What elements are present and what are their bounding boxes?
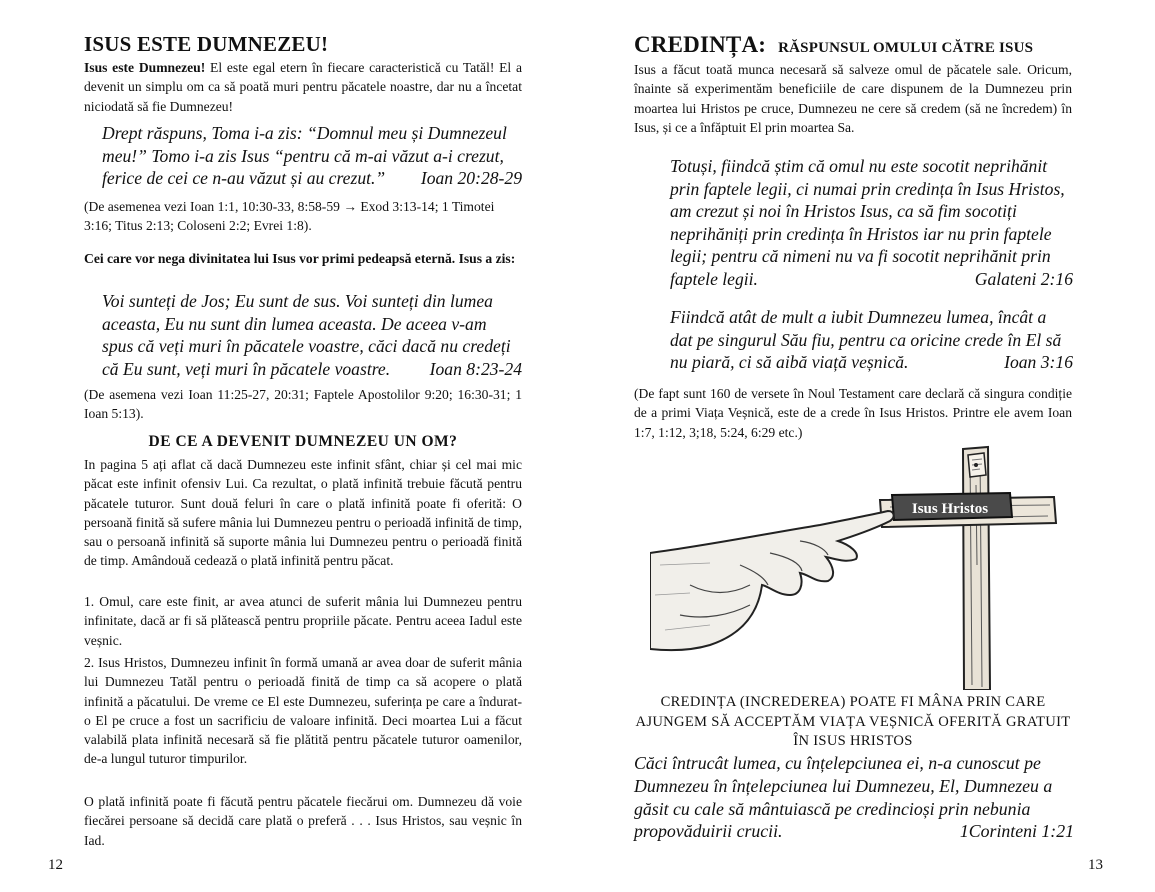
see-also-2: (De asemena vezi Ioan 11:25-27, 20:31; Faptele Apostolilor 9:20; 16:30-31; 1 Ioan 5:13).: [84, 387, 522, 422]
quote-reference: 1Corinteni 1:21: [959, 821, 1074, 842]
cross-icon: [880, 447, 1056, 690]
section-subtitle: DE CE A DEVENIT DUMNEZEU UN OM?: [148, 433, 458, 450]
body-paragraph-4: O plată infinită poate fi făcută pentru păcatele fiecărui om. Dumnezeu dă voie fiecărei persoane să decidă care plată o preferă . . . Isus Hristos, sau veșnic în Iad.: [84, 794, 522, 848]
title-main: CREDINȚA:: [634, 32, 767, 57]
intro-paragraph: Isus a făcut toată munca necesară să salveze omul de păcatele sale. Oricum, înainte să experimentăm beneficiile de care dispunem de la Dumnezeu prin moartea lui Hristos pe cruce, Dumnezeu ne cere să credem (să ne încredem) în Isus, și ce a înfăptuit El prin moartea Sa.: [634, 62, 1072, 135]
cross-sign-text: Isus Hristos: [911, 501, 989, 517]
page-title: [634, 32, 1033, 58]
right-page: [578, 0, 1155, 892]
hand-icon: [650, 511, 894, 650]
quote-text: Totuși, fiindcă știm că omul nu este socotit neprihănit prin faptele legii, ci numai prin credința în Isus Hristos, am crezut și noi în Hristos Isus, ca să fim socotiți neprihăniți prin credința în Hristos iar nu prin faptele legii; pentru că nimeni nu va fi socotit neprihănit prin faptele legii.: [670, 156, 1065, 289]
scripture-quote-2: [102, 290, 522, 380]
quote-text: Căci întrucât lumea, cu înțelepciunea ei, n-a cunoscut pe Dumnezeu în înțelepciunea lui Dumnezeu, El, Dumnezeu a găsit cu cale să mântuiască pe credincioși prin nebunia propovăduirii crucii.: [634, 753, 1053, 842]
intro-paragraph: [84, 58, 522, 116]
quote-reference: Ioan 8:23-24: [429, 358, 522, 379]
page-number: 13: [1088, 857, 1103, 873]
intro-text: El este egal etern în fiecare caracteristică cu Tatăl! El a devenit un simplu om ca să poată muri pentru păcatele noastre, dar nu a încetat niciodată să fie Dumnezeu!: [84, 60, 522, 114]
quote-reference: Ioan 3:16: [1004, 352, 1073, 373]
title-sub: RĂSPUNSUL OMULUI CĂTRE ISUS: [778, 40, 1034, 56]
scripture-quote-3: [634, 752, 1074, 843]
quote-text: Drept răspuns, Toma i-a zis: “Domnul meu și Dumnezeul meu!” Tomo i-a zis Isus “pentru că m-ai văzut a-i crezut, ferice de cei ce n-au văzut și au crezut.”: [102, 123, 507, 189]
body-paragraph-2: 1. Omul, care este finit, ar avea atunci de suferit mânia lui Dumnezeu pentru infinitate, dacă ar fi să plătească pentru propriile păcate. Pentru aceea Iadul este veșnic.: [84, 594, 522, 648]
body-paragraph-1: In pagina 5 ați aflat că dacă Dumnezeu este infinit sfânt, chiar și cel mai mic păcat este infinit ofensiv Lui. Ca rezultat, o plată infinită trebuie făcută pentru păcatele tuturor. Sunt două feluri în care o plată infinită poate fi oferită: O persoană finită să sufere mânia lui Dumnezeu pentru o perioadă infinită de timp, sau o persoană infinită să suporte mânia lui Dumnezeu pentru o perioadă finită de timp. Amândouă cedează o plată infinită pentru păcat.: [84, 457, 522, 569]
quote-reference: Galateni 2:16: [974, 268, 1073, 289]
quote-text: Fiindcă atât de mult a iubit Dumnezeu lumea, încât a dat pe singurul Său fiu, pentru ca oricine crede în El să nu piară, ci să aibă viață veșnică.: [670, 307, 1062, 373]
scripture-quote-1: [670, 155, 1073, 291]
quote-text: Voi sunteți de Jos; Eu sunt de sus. Voi sunteți din lumea aceasta, Eu nu sunt din lumea aceasta. De aceea v-am spus că veți muri în păcatele voastre, căci dacă nu credeți că Eu sunt, veți muri în păcatele voastre.: [102, 291, 511, 379]
scripture-quote-2: [670, 306, 1073, 374]
quote-reference: Ioan 20:28-29: [420, 168, 522, 189]
page-title: ISUS ESTE DUMNEZEU!: [84, 32, 329, 56]
body-paragraph-3: 2. Isus Hristos, Dumnezeu infinit în formă umană ar avea doar de suferit mânia lui Dumnezeu Tatăl pentru o perioadă finită de timp ca să acopere o plată infinită a păcatului. De vreme ce El este Dumnezeu, suferința pe care a îndurat-o El pe cruce a fost un sacrificiu de valoare infinită. Deci moartea Lui a făcut valabilă plata infinită necesară să fie plătită pentru păcatele tuturor oamenilor, de-a lungul tuturor timpurilor.: [84, 655, 522, 767]
caption: CREDINȚA (INCREDEREA) POATE FI MÂNA PRIN CARE AJUNGEM SĂ ACCEPTĂM VIAȚA VEȘNICĂ OFERITĂ GRATUIT ÎN ISUS HRISTOS: [635, 694, 1071, 749]
scripture-quote-1: [102, 122, 522, 190]
page-number: 12: [48, 857, 63, 873]
warning-paragraph: Cei care vor nega divinitatea lui Isus vor primi pedeapsă eternă. Isus a zis:: [84, 251, 516, 266]
see-also-1: (De asemenea vezi Ioan 1:1, 10:30-33, 8:58-59 → Exod 3:13-14; 1 Timotei 3:16; Titus 2:13; Coloseni 2:2; Evrei 1:8).: [84, 199, 495, 234]
cross-illustration: [650, 445, 1080, 690]
intro-bold: Isus este Dumnezeu!: [84, 60, 206, 75]
left-page: [0, 0, 577, 892]
note-paragraph: (De fapt sunt 160 de versete în Noul Testament care declară că singura condiție de a primi Viața Veșnică, este de a crede în Isus Hristos. Printre ele avem Ioan 1:7, 1:12, 3;18, 5:24, 6:29 etc.): [634, 386, 1072, 440]
